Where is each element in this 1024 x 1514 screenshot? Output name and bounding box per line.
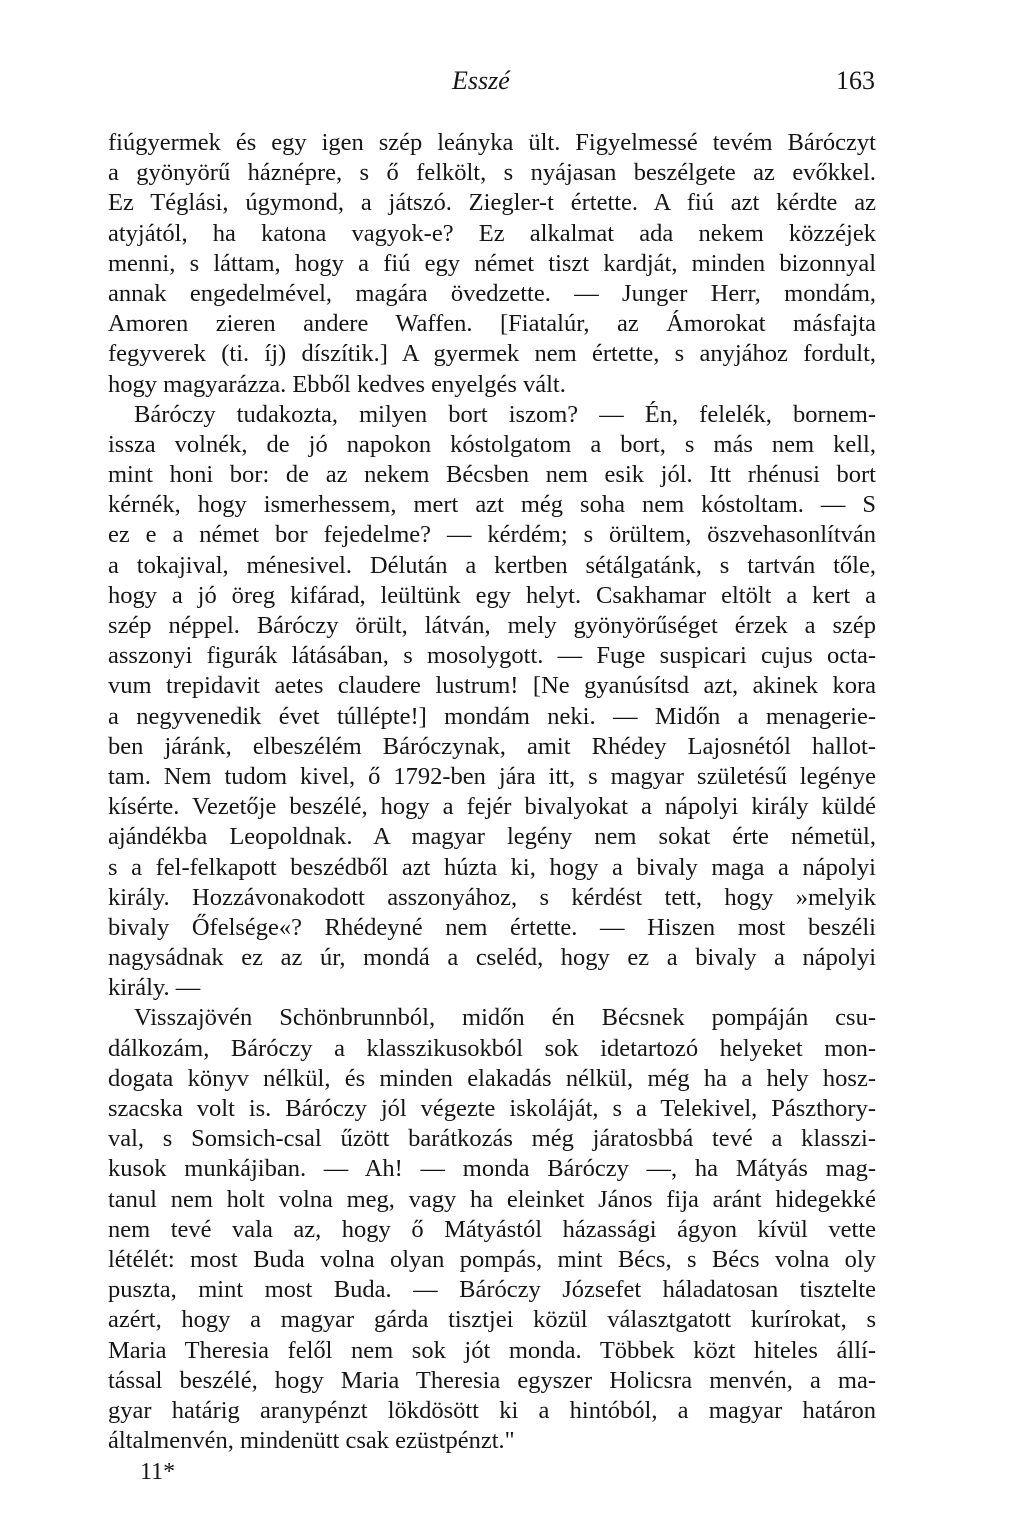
text-line: hogy a jó öreg kifárad, leültünk egy helyt. Csakhamar eltölt a kert a bbox=[108, 581, 876, 609]
text-line: kusok munkájiban. — Ah! — monda Báróczy —, ha Mátyás mag- bbox=[108, 1155, 876, 1183]
text-line: létélét: most Buda volna olyan pompás, mint Bécs, s Bécs volna oly bbox=[108, 1245, 876, 1273]
text-line: tással beszélé, hogy Maria Theresia egyszer Holicsra menvén, a ma- bbox=[108, 1366, 876, 1394]
text-line: nem tevé vala az, hogy ő Mátyástól házassági ágyon kívül vette bbox=[108, 1215, 876, 1243]
text-line: ajándékba Leopoldnak. A magyar legény nem sokat érte németül, bbox=[108, 823, 876, 851]
text-line: bivaly Őfelsége«? Rhédeyné nem értette. — Hiszen most beszéli bbox=[108, 913, 876, 941]
text-line: tanul nem holt volna meg, vagy ha eleinket János fija aránt hidegekké bbox=[108, 1185, 876, 1213]
text-line: szacska volt is. Báróczy jól végezte iskoláját, s a Telekivel, Pászthory- bbox=[108, 1095, 876, 1122]
text-line: tam. Nem tudom kivel, ő 1792-ben jára itt, s magyar születésű legénye bbox=[108, 762, 876, 790]
text-line: ez e a német bor fejedelme? — kérdém; s örültem, öszvehasonlítván bbox=[108, 521, 876, 549]
text-line: dogata könyv nélkül, és minden elakadás nélkül, még ha a hely hosz- bbox=[108, 1064, 876, 1092]
text-line: menni, s láttam, hogy a fiú egy német tiszt kardját, minden bizonnyal bbox=[108, 249, 876, 277]
text-line: asszonyi figurák látásában, s mosolygott. — Fuge suspicari cujus octa- bbox=[108, 642, 876, 670]
text-line: Visszajövén Schönbrunnból, midőn én Bécsnek pompáján csu- bbox=[134, 1004, 876, 1032]
text-line: puszta, mint most Buda. — Báróczy Józsefet háladatosan tisztelte bbox=[108, 1276, 876, 1304]
running-header-title: Esszé bbox=[452, 66, 510, 95]
text-line: kísérte. Vezetője beszélé, hogy a fejér bivalyokat a nápolyi király küldé bbox=[108, 793, 876, 821]
text-line: fiúgyermek és egy igen szép leányka ült. Figyelmessé tevém Báróczyt bbox=[108, 129, 876, 156]
text-line: szép néppel. Báróczy örült, látván, mely gyönyörűséget érzek a szép bbox=[108, 612, 876, 639]
text-line: Maria Theresia felől nem sok jót monda. Többek közt hiteles állí- bbox=[108, 1336, 876, 1364]
text-line: vum trepidavit aetes claudere lustrum! [Ne gyanúsítsd azt, akinek kora bbox=[108, 672, 876, 700]
text-line: Ez Téglási, úgymond, a játszó. Ziegler-t értette. A fiú azt kérdte az bbox=[108, 189, 876, 217]
text-line: fegyverek (ti. íj) díszítik.] A gyermek nem értette, s anyjához fordult, bbox=[108, 340, 876, 368]
text-line: király. Hozzávonakodott asszonyához, s kérdést tett, hogy »melyik bbox=[108, 883, 876, 911]
text-line: issza volnék, de jó napokon kóstolgatom a bort, s más nem kell, bbox=[108, 430, 876, 458]
text-line: általmenvén, mindenütt csak ezüstpénzt." bbox=[108, 1427, 515, 1455]
text-line: a negyvenedik évet túllépte!] mondám neki. — Midőn a menagerie- bbox=[108, 702, 876, 730]
text-line: hogy magyarázza. Ebből kedves enyelgés vált. bbox=[108, 370, 566, 398]
text-line: gyar határig aranypénzt lökdösött ki a hintóból, a magyar határon bbox=[108, 1396, 876, 1424]
text-line: Amoren zieren andere Waffen. [Fiatalúr, az Ámorokat másfajta bbox=[108, 310, 876, 338]
text-line: annak engedelmével, magára övedzette. — Junger Herr, mondám, bbox=[108, 279, 876, 307]
text-line: azért, hogy a magyar gárda tisztjei közül választgatott kurírokat, s bbox=[108, 1306, 876, 1334]
page-number: 163 bbox=[836, 66, 875, 95]
text-line: a gyönyörű háznépre, s ő felkölt, s nyájasan beszélgete az evőkkel. bbox=[108, 159, 876, 187]
printer-signature-mark: 11* bbox=[140, 1459, 176, 1485]
text-line: a tokajival, ménesivel. Délután a kertben sétálgatánk, s tartván tőle, bbox=[108, 551, 876, 579]
text-line: mint honi bor: de az nekem Bécsben nem esik jól. Itt rhénusi bort bbox=[108, 461, 876, 489]
text-line: Báróczy tudakozta, milyen bort iszom? — Én, felelék, bornem- bbox=[134, 400, 876, 428]
text-line: dálkozám, Báróczy a klasszikusokból sok idetartozó helyeket mon- bbox=[108, 1034, 876, 1062]
text-line: király. — bbox=[108, 974, 201, 1002]
text-line: atyjától, ha katona vagyok-e? Ez alkalmat ada nekem közzéjek bbox=[108, 219, 876, 247]
text-line: kérnék, hogy ismerhessem, mert azt még soha nem kóstoltam. — S bbox=[108, 491, 876, 519]
text-line: s a fel-felkapott beszédből azt húzta ki, hogy a bivaly maga a nápolyi bbox=[108, 853, 876, 881]
text-line: val, s Somsich-csal űzött barátkozás még járatosbbá tevé a klasszi- bbox=[108, 1125, 876, 1153]
text-line: nagysádnak ez az úr, mondá a cseléd, hogy ez a bivaly a nápolyi bbox=[108, 944, 876, 972]
body-text bbox=[108, 128, 876, 1456]
text-line: ben járánk, elbeszélém Báróczynak, amit Rhédey Lajosnétól hallot- bbox=[108, 732, 876, 760]
